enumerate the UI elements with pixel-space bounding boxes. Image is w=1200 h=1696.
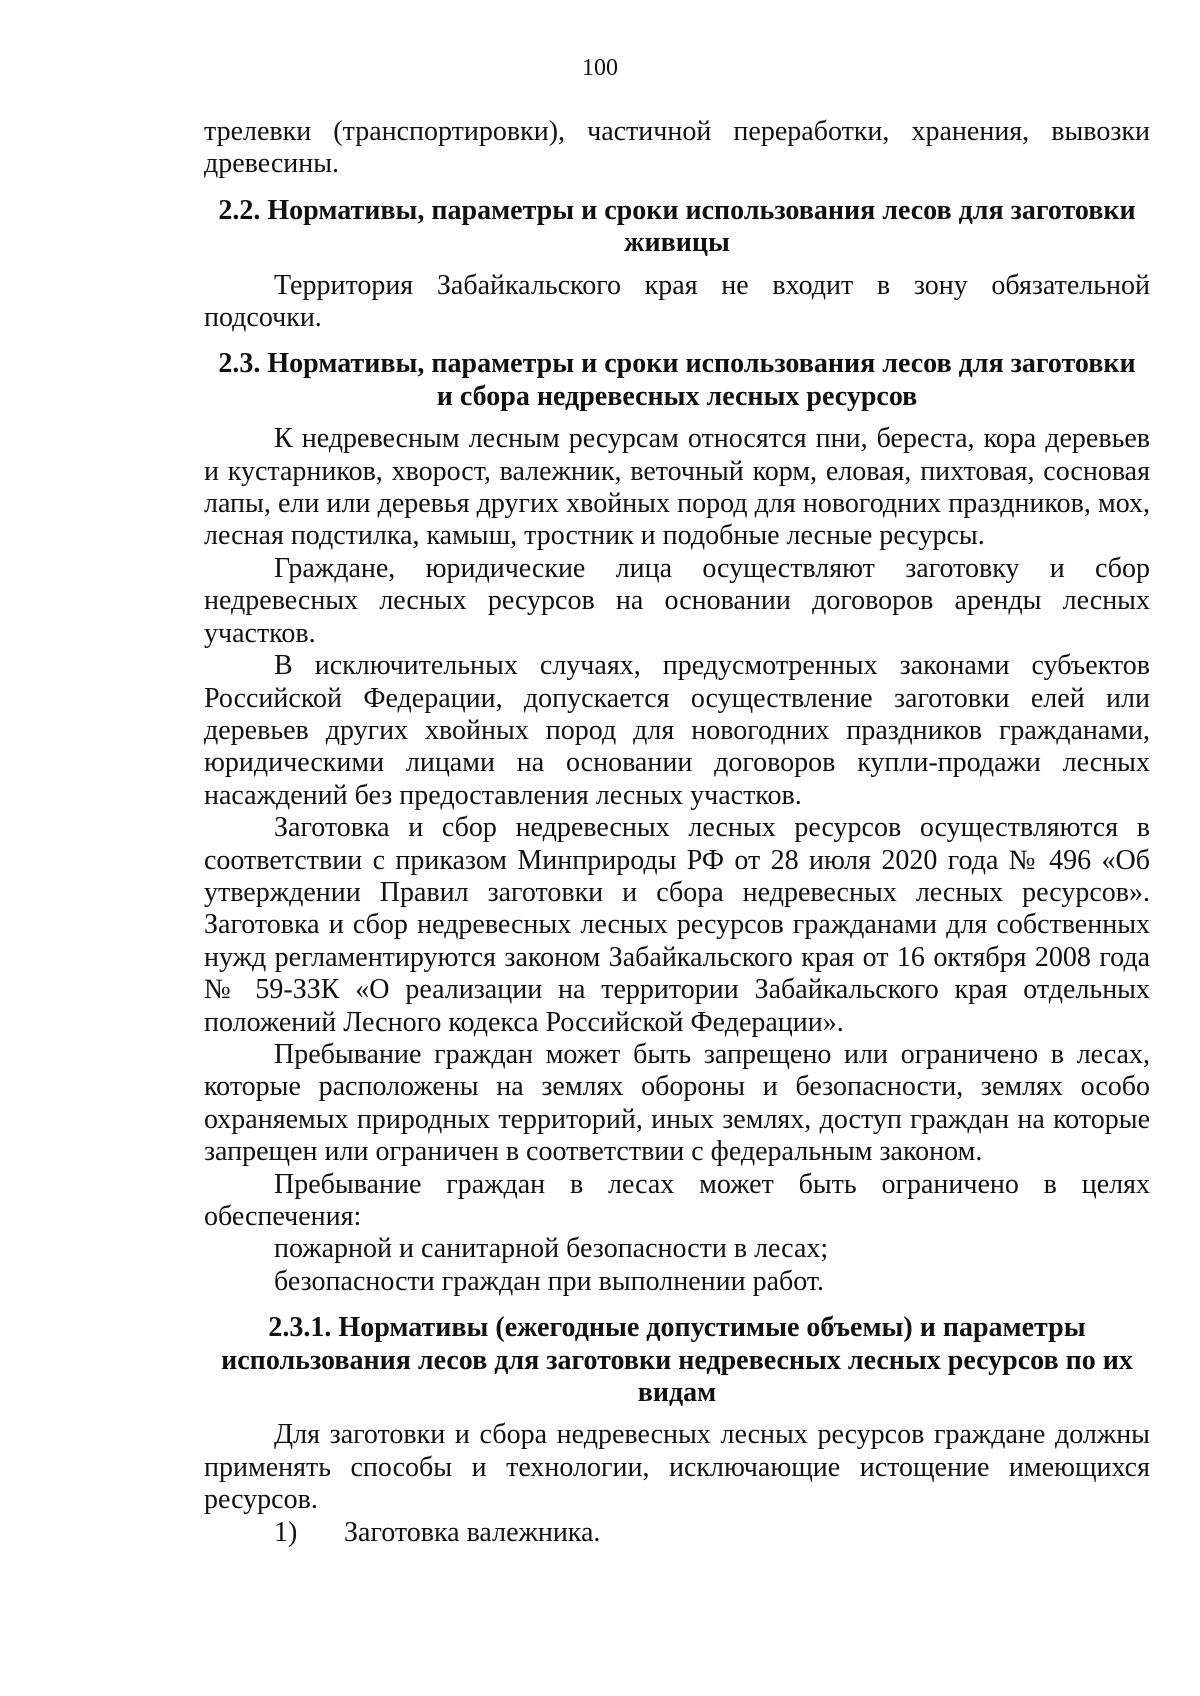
section-2-3 [204, 348, 1150, 1298]
heading-line: живицы [624, 227, 730, 259]
paragraph: К недревесным лесным ресурсам относятся пни, береста, кора деревьев и кустарников, хворост, валежник, веточный корм, еловая, пихтовая, сосновая лапы, ели или деревья других хвойных пород для новогодних праздников, мох, лесная подстилка, камыш, тростник и подобные лесные ресурсы. [204, 423, 1150, 552]
heading-line: 2.3.1. Нормативы (ежегодные допустимые объемы) и параметры [268, 1312, 1086, 1344]
paragraph: Территория Забайкальского края не входит в зону обязательной подсочки. [204, 269, 1150, 334]
section-2-3-heading [204, 348, 1150, 413]
paragraph: пожарной и санитарной безопасности в лесах; [274, 1233, 829, 1265]
paragraph: Пребывание граждан может быть запрещено или ограничено в лесах, которые расположены на землях обороны и безопасности, землях особо охраняемых природных территорий, иных землях, доступ граждан на которые запрещен или ограничен в соответствии с федеральным законом. [204, 1038, 1150, 1168]
paragraph: Для заготовки и сбора недревесных лесных ресурсов граждане должны применять способы и технологии, исключающие истощение имеющихся ресурсов. [204, 1419, 1150, 1516]
paragraph: В исключительных случаях, предусмотренных законами субъектов Российской Федерации, допускается осуществление заготовки елей или деревьев других хвойных пород для новогодних праздников гражданами, юридическими лицами на основании договоров купли-продажи лесных насаждений без предоставления лесных участков. [204, 650, 1150, 811]
section-2-2-heading [204, 195, 1150, 260]
paragraph: Граждане, юридические лица осуществляют заготовку и сбор недревесных лесных ресурсов на основании договоров аренды лесных участков. [204, 552, 1150, 649]
heading-line: использования лесов для заготовки недревесных лесных ресурсов по их [221, 1344, 1133, 1376]
list-item-number: 1) [274, 1516, 298, 1548]
list-item-text: Заготовка валежника. [344, 1516, 601, 1548]
paragraph: безопасности граждан при выполнении работ. [274, 1265, 825, 1297]
document-body [204, 116, 1150, 1549]
heading-line: 2.2. Нормативы, параметры и сроки использования лесов для заготовки [218, 194, 1136, 226]
section-2-2 [204, 195, 1150, 335]
section-2-3-1 [204, 1312, 1150, 1549]
paragraph: Пребывание граждан в лесах может быть ограничено в целях обеспечения: [204, 1168, 1150, 1232]
continuation-paragraph: трелевки (транспортировки), частичной переработки, хранения, вывозки древесины. [204, 116, 1150, 180]
list-item [204, 1517, 1150, 1549]
heading-line: 2.3. Нормативы, параметры и сроки использования лесов для заготовки [218, 348, 1136, 380]
paragraph: Заготовка и сбор недревесных лесных ресурсов осуществляются в соответствии с приказом Минприроды РФ от 28 июля 2020 года № 496 «Об утверждении Правил заготовки и сбора недревесных лесных ресурсов». Заготовка и сбор недревесных лесных ресурсов гражданами для собственных нужд регламентируются законом Забайкальского края от 16 октября 2008 года № 59-ЗЗК «О реализации на территории Забайкальского края отдельных положений Лесного кодекса Российской Федерации». [204, 812, 1150, 1038]
heading-line: и сбора недревесных лесных ресурсов [436, 380, 918, 412]
section-2-3-1-heading [204, 1312, 1150, 1409]
heading-line: видам [637, 1377, 717, 1409]
page-number: 100 [582, 55, 618, 81]
